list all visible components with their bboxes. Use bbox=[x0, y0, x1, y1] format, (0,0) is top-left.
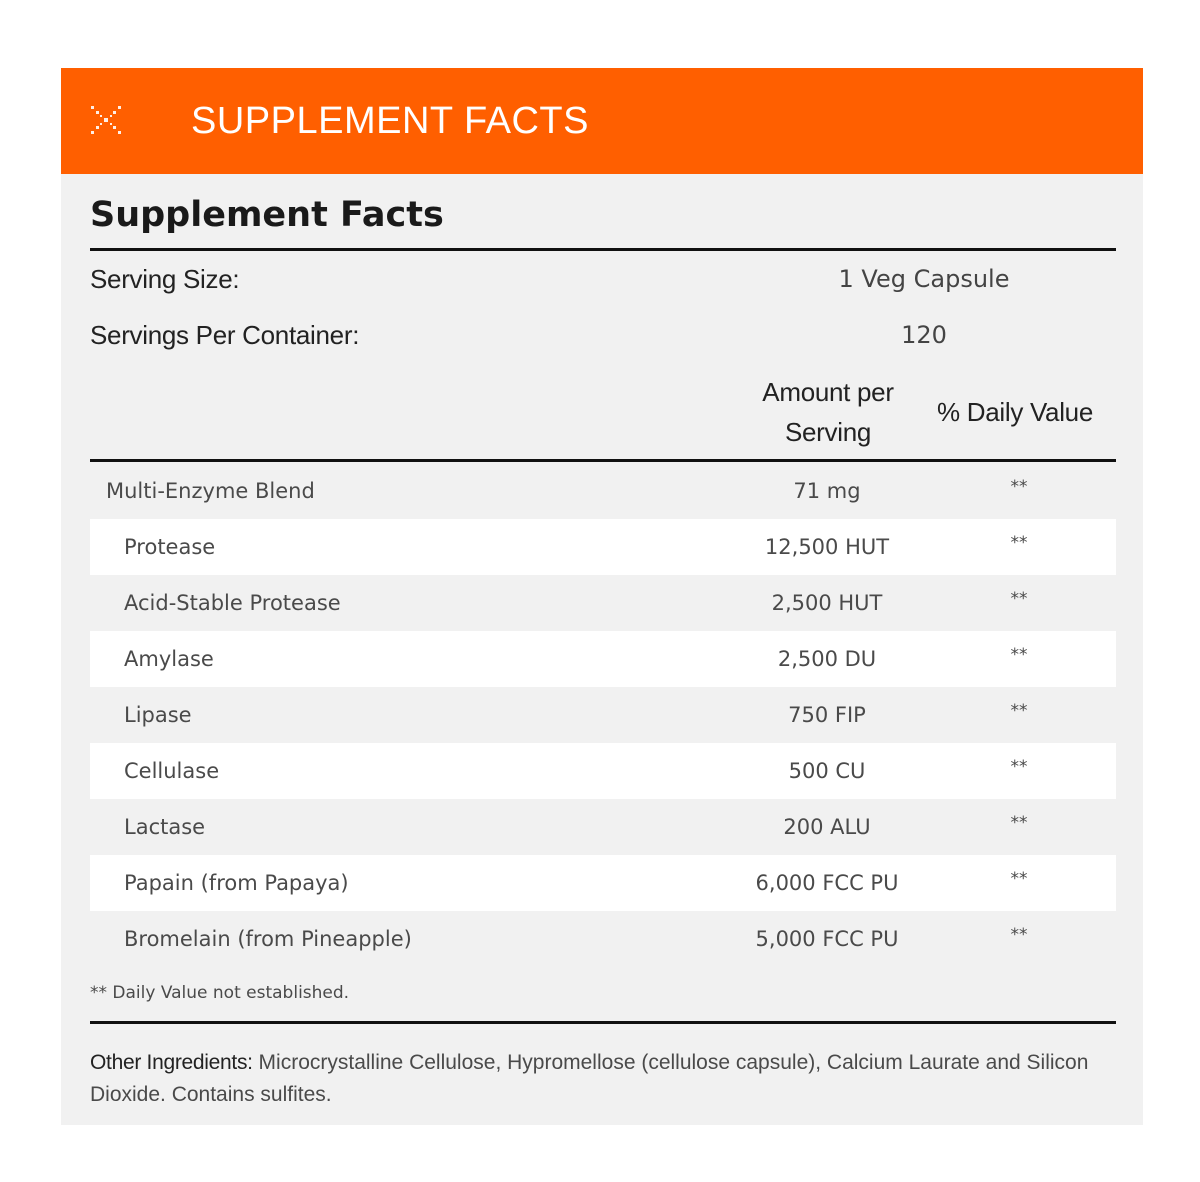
table-header-divider bbox=[90, 459, 1116, 462]
ingredient-amount: 750 FIP bbox=[788, 703, 866, 727]
table-row bbox=[90, 911, 1116, 967]
ingredient-daily-value: ** bbox=[1010, 533, 1028, 553]
ingredient-name: Bromelain (from Pineapple) bbox=[124, 927, 412, 951]
ingredient-amount: 200 ALU bbox=[783, 815, 871, 839]
other-ingredients-label: Other Ingredients: bbox=[90, 1051, 253, 1074]
ingredient-daily-value: ** bbox=[1010, 701, 1028, 721]
daily-value-footnote: ** Daily Value not established. bbox=[90, 983, 350, 1003]
ingredient-name: Papain (from Papaya) bbox=[124, 871, 349, 895]
ingredient-daily-value: ** bbox=[1010, 925, 1028, 945]
other-ingredients bbox=[90, 1047, 1120, 1111]
ingredient-name: Multi-Enzyme Blend bbox=[106, 479, 315, 503]
ingredient-daily-value: ** bbox=[1010, 757, 1028, 777]
column-header-daily-value: % Daily Value bbox=[936, 397, 1094, 427]
ingredient-amount: 2,500 DU bbox=[777, 647, 877, 671]
ingredient-name: Protease bbox=[124, 535, 216, 559]
column-header-amount bbox=[737, 372, 919, 452]
table-row bbox=[90, 687, 1116, 743]
ingredient-amount: 12,500 HUT bbox=[764, 535, 890, 559]
table-row bbox=[90, 855, 1116, 911]
ingredient-name: Cellulase bbox=[124, 759, 220, 783]
facts-title: Supplement Facts bbox=[90, 195, 444, 235]
ingredient-amount: 5,000 FCC PU bbox=[755, 927, 899, 951]
other-ingredients-text: Microcrystalline Cellulose, Hypromellose (cellulose capsule), Calcium Laurate and Silicon Dioxide. Contains sulfites. bbox=[90, 1051, 1089, 1106]
table-row bbox=[90, 463, 1116, 519]
table-row bbox=[90, 743, 1116, 799]
ingredient-name: Lipase bbox=[124, 703, 192, 727]
ingredient-amount: 500 CU bbox=[788, 759, 866, 783]
sparkle-cross-icon bbox=[89, 103, 123, 137]
table-row bbox=[90, 631, 1116, 687]
ingredient-amount: 6,000 FCC PU bbox=[755, 871, 899, 895]
ingredient-daily-value: ** bbox=[1010, 645, 1028, 665]
ingredient-daily-value: ** bbox=[1010, 869, 1028, 889]
ingredient-name: Amylase bbox=[124, 647, 214, 671]
footer-divider bbox=[90, 1021, 1116, 1024]
ingredient-amount: 71 mg bbox=[793, 479, 861, 503]
supplement-facts-panel bbox=[61, 68, 1143, 1125]
table-row bbox=[90, 519, 1116, 575]
serving-size-value: 1 Veg Capsule bbox=[838, 265, 1010, 293]
column-header-amount-line2: Serving bbox=[784, 417, 872, 447]
header-bar bbox=[61, 68, 1143, 174]
table-row bbox=[90, 575, 1116, 631]
title-divider bbox=[90, 248, 1116, 251]
servings-per-container-label: Servings Per Container: bbox=[90, 320, 360, 350]
ingredient-daily-value: ** bbox=[1010, 813, 1028, 833]
ingredient-name: Acid-Stable Protease bbox=[124, 591, 341, 615]
serving-size-label: Serving Size: bbox=[90, 264, 240, 294]
header-title: SUPPLEMENT FACTS bbox=[191, 100, 589, 142]
ingredient-amount: 2,500 HUT bbox=[771, 591, 883, 615]
ingredient-daily-value: ** bbox=[1010, 477, 1028, 497]
column-header-amount-line1: Amount per bbox=[762, 377, 894, 407]
ingredient-name: Lactase bbox=[124, 815, 206, 839]
servings-per-container-value: 120 bbox=[901, 321, 947, 349]
ingredient-daily-value: ** bbox=[1010, 589, 1028, 609]
table-row bbox=[90, 799, 1116, 855]
